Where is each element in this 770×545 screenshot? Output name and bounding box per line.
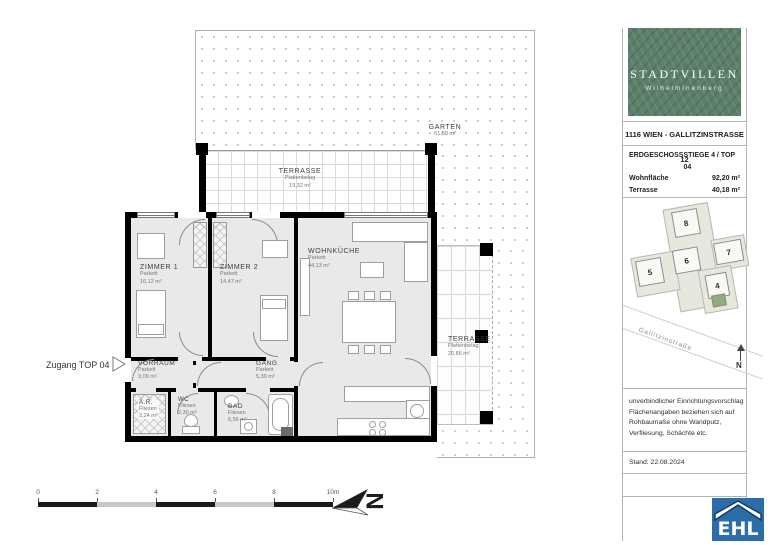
site-plan: [623, 198, 746, 389]
room-floor-type: Parkett: [256, 367, 274, 373]
scale-tick-label: 0: [36, 489, 40, 496]
garden-area: [493, 245, 535, 425]
wall-segment: [125, 212, 131, 442]
wall-segment: [208, 218, 212, 357]
room-label-zimmer1: [140, 264, 178, 287]
room-area: 16,12 m²: [140, 278, 162, 285]
pillar: [425, 143, 437, 155]
wall-segment: [294, 218, 298, 360]
north-arrow-icon: [330, 484, 388, 524]
ehl-logo-text: EHL: [717, 518, 759, 540]
unit-info-table: [623, 146, 746, 198]
site-building-6: [672, 246, 702, 274]
scale-segment: [215, 502, 274, 507]
disclaimer-line: Rohbaumaße ohne Wandputz,: [629, 419, 722, 427]
sofa-chaise: [404, 242, 428, 282]
unit-location-highlight: [711, 293, 727, 307]
room-name: WC: [178, 397, 190, 403]
wall-segment: [131, 388, 136, 392]
room-floor-type: Plattenbelag: [448, 343, 479, 349]
room-label-wohnkueche: [308, 248, 360, 271]
wall-segment: [214, 392, 217, 436]
room-name: WOHNKÜCHE: [308, 248, 361, 255]
wall-segment: [198, 388, 246, 392]
room-label-vorraum: [138, 360, 175, 381]
room-name: VORRAUM: [138, 360, 176, 367]
room-floor-type: Fliesen: [228, 410, 246, 416]
room-area: 61,58 m²: [434, 131, 456, 137]
scale-segment: [97, 502, 156, 507]
table-row: [629, 173, 740, 185]
window: [137, 212, 175, 218]
row-value: 40,18 m²: [711, 186, 740, 194]
room-label-garten: [410, 124, 480, 139]
room-label-ar: [138, 400, 159, 419]
site-north-stem: [740, 350, 741, 361]
scale-tick-label: 6: [213, 489, 217, 496]
shaft: [281, 427, 293, 436]
building-number: 5: [647, 267, 653, 277]
pillow: [138, 324, 164, 335]
room-name: GANG: [256, 360, 278, 367]
wall-segment: [156, 388, 176, 392]
disclaimer-line: Flächenangaben beziehen sich auf: [629, 408, 735, 416]
wall-segment: [168, 392, 171, 436]
room-floor-type: Parkett: [138, 367, 156, 373]
empty-section: [623, 474, 746, 497]
wall-segment: [431, 212, 437, 442]
coffee-table: [360, 262, 384, 278]
stove-burner: [379, 421, 386, 428]
room-area: 2,24 m²: [139, 412, 158, 419]
scale-segment: [38, 502, 97, 507]
pillar: [480, 243, 493, 256]
room-label-bad: [228, 403, 247, 423]
scale-segment: [274, 502, 333, 507]
sliding-door-window: [344, 212, 428, 218]
terrace-door-opening: [178, 212, 206, 218]
room-area: 14,47 m²: [220, 278, 242, 285]
street-label: Gallitzinstraße: [637, 326, 694, 353]
svg-text:N: N: [360, 492, 388, 510]
garden-area: [195, 30, 535, 150]
room-floor-type: Fliesen: [139, 406, 157, 412]
pillar: [196, 143, 208, 155]
room-floor-type: Parkett: [140, 271, 158, 277]
room-floor-type: Fliesen: [178, 403, 196, 409]
brand-name: STADTVILLEN: [630, 66, 739, 81]
row-label: Terrasse: [629, 186, 658, 194]
room-label-wc: [178, 397, 197, 416]
room-name: A.R.: [139, 400, 154, 406]
row-value: 92,20 m²: [711, 175, 740, 182]
chair: [380, 291, 391, 300]
scale-tick-label: 2: [95, 489, 99, 496]
building-number: 7: [725, 247, 732, 257]
stove-burner: [369, 429, 376, 436]
revision-date: Stand: 22.08.2024: [623, 452, 746, 474]
stove-burner: [379, 429, 386, 436]
room-area: 2,30 m²: [178, 409, 197, 416]
room-name: ZIMMER 1: [140, 264, 179, 271]
room-area: 19,32 m²: [289, 182, 311, 189]
disclaimer-line: unverbindlicher Einrichtungsvorschlag: [629, 398, 744, 405]
disclaimer-line: Verfliesung, Schächte etc.: [629, 429, 708, 437]
dresser: [137, 233, 165, 259]
entry-arrow-icon: [110, 354, 128, 374]
site-building-5: [635, 257, 665, 287]
sofa: [352, 222, 428, 242]
room-name: TERRASSE: [278, 168, 322, 175]
room-floor-type: Parkett: [308, 255, 326, 261]
room-label-terrasse-2: [448, 336, 491, 359]
building-number: 8: [683, 218, 689, 228]
garden-area: [437, 425, 535, 458]
table-header-row: [629, 150, 740, 173]
closet: [213, 222, 227, 268]
chair: [348, 345, 359, 354]
wall-segment: [294, 360, 298, 362]
disclaimer: [623, 389, 746, 452]
garden-area: [437, 150, 535, 245]
wall-segment: [193, 383, 196, 388]
room-area: 6,56 m²: [228, 416, 247, 423]
terrace-door-opening: [252, 212, 280, 218]
brand-logo: [628, 28, 741, 116]
chair: [364, 345, 375, 354]
room-area: 20,86 m²: [448, 350, 470, 357]
site-plan-buildings: [618, 191, 764, 369]
washing-machine-drum: [244, 422, 253, 431]
room-name: BAD: [228, 403, 244, 410]
window: [216, 212, 250, 218]
desk: [262, 240, 288, 258]
scale-tick-label: 8: [272, 489, 276, 496]
wall-segment: [294, 386, 298, 436]
room-floor-type: Parkett: [220, 271, 238, 277]
room-area: 3,09 m²: [138, 373, 157, 380]
room-name: GARTEN: [428, 124, 462, 131]
building-number: 4: [714, 280, 721, 291]
project-address: 1116 WIEN - GALLITZINSTRASSE 12: [623, 121, 746, 146]
room-name: ZIMMER 2: [220, 264, 259, 271]
scale-tick-label: 4: [154, 489, 158, 496]
room-area: 44,13 m²: [308, 262, 330, 269]
dining-table: [342, 301, 396, 343]
pillar: [480, 411, 493, 424]
stove-burner: [369, 421, 376, 428]
room-label-terrasse-1: [250, 168, 350, 191]
building-number: 6: [683, 255, 690, 266]
wall-segment: [428, 146, 435, 212]
room-label-gang: [256, 360, 278, 381]
chair: [348, 291, 359, 300]
site-north-label: N: [736, 361, 742, 370]
pillow: [262, 299, 286, 309]
brand-subtitle: Wilhelminenberg: [645, 84, 724, 92]
unit-id: STIEGE 4 / TOP 04: [683, 152, 735, 171]
row-label: Wohnfläche: [629, 175, 669, 182]
wall-segment: [125, 436, 437, 442]
info-panel: [622, 28, 747, 541]
scale-segment: [156, 502, 215, 507]
terrace-door-opening: [431, 356, 437, 386]
scale-tick-label: 10m: [326, 489, 340, 496]
wall-segment: [199, 146, 206, 212]
scale-bar: [36, 489, 340, 509]
closet: [193, 222, 207, 268]
entry-label: Zugang TOP 04: [46, 360, 110, 370]
chair: [380, 345, 391, 354]
ehl-logo: [712, 498, 764, 541]
room-label-zimmer2: [220, 264, 258, 287]
chair: [364, 291, 375, 300]
site-north-arrowhead-icon: [737, 344, 745, 351]
floor-level: ERDGESCHOSS: [629, 152, 684, 159]
toilet-tank: [182, 426, 200, 434]
wall-segment: [193, 361, 196, 365]
kitchen-sink: [410, 404, 424, 418]
site-building-8: [671, 208, 701, 238]
room-area: 5,39 m²: [256, 373, 275, 380]
room-name: TERRASSE: [448, 336, 491, 343]
room-floor-type: Plattenbelag: [284, 175, 316, 181]
